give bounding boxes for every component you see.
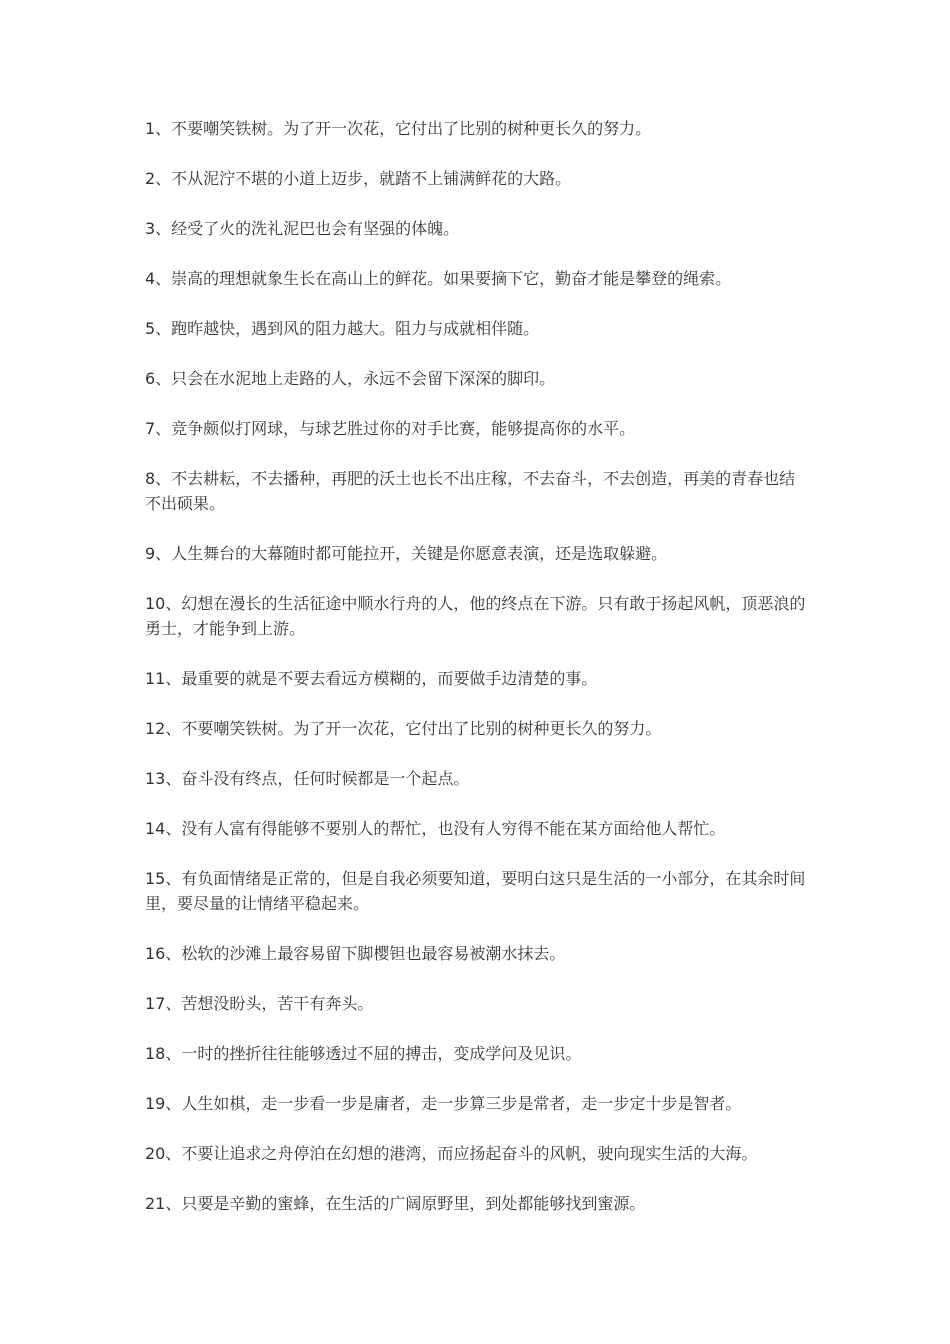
- quote-item: 10、幻想在漫长的生活征途中顺水行舟的人，他的终点在下游。只有敢于扬起风帆，顶恶浪的勇士，才能争到上游。: [145, 594, 806, 638]
- quote-item: 8、不去耕耘，不去播种，再肥的沃土也长不出庄稼，不去奋斗，不去创造，再美的青春也结不出硕果。: [145, 469, 796, 513]
- quote-item: 3、经受了火的洗礼泥巴也会有坚强的体魄。: [145, 219, 460, 238]
- quote-item: 2、不从泥泞不堪的小道上迈步，就踏不上铺满鲜花的大路。: [145, 169, 572, 188]
- quote-item: 6、只会在水泥地上走路的人，永远不会留下深深的脚印。: [145, 369, 556, 388]
- quote-item: 20、不要让追求之舟停泊在幻想的港湾，而应扬起奋斗的风帆，驶向现实生活的大海。: [145, 1144, 758, 1163]
- quote-item: 15、有负面情绪是正常的，但是自我必须要知道，要明白这只是生活的一小部分，在其余时间里，要尽量的让情绪平稳起来。: [145, 869, 806, 913]
- quote-item: 11、最重要的就是不要去看远方模糊的，而要做手边清楚的事。: [145, 669, 598, 688]
- quote-item: 12、不要嘲笑铁树。为了开一次花，它付出了比别的树种更长久的努力。: [145, 719, 662, 738]
- quote-item: 1、不要嘲笑铁树。为了开一次花，它付出了比别的树种更长久的努力。: [145, 119, 652, 138]
- quote-item: 7、竞争颇似打网球，与球艺胜过你的对手比赛，能够提高你的水平。: [145, 419, 636, 438]
- quote-item: 17、苦想没盼头，苦干有奔头。: [145, 994, 374, 1013]
- quote-item: 13、奋斗没有终点，任何时候都是一个起点。: [145, 769, 470, 788]
- quote-item: 16、松软的沙滩上最容易留下脚樱钽也最容易被潮水抹去。: [145, 944, 566, 963]
- quote-item: 5、跑昨越快，遇到风的阻力越大。阻力与成就相伴随。: [145, 319, 540, 338]
- quote-list: [145, 116, 810, 1241]
- quote-item: 4、崇高的理想就象生长在高山上的鲜花。如果要摘下它，勤奋才能是攀登的绳索。: [145, 269, 732, 288]
- quote-item: 14、没有人富有得能够不要别人的帮忙，也没有人穷得不能在某方面给他人帮忙。: [145, 819, 726, 838]
- quote-item: 21、只要是辛勤的蜜蜂，在生活的广阔原野里，到处都能够找到蜜源。: [145, 1194, 646, 1213]
- quote-item: 9、人生舞台的大幕随时都可能拉开，关键是你愿意表演，还是选取躲避。: [145, 544, 668, 563]
- quote-item: 19、人生如棋，走一步看一步是庸者，走一步算三步是常者，走一步定十步是智者。: [145, 1094, 742, 1113]
- quote-item: 18、一时的挫折往往能够透过不屈的搏击，变成学问及见识。: [145, 1044, 582, 1063]
